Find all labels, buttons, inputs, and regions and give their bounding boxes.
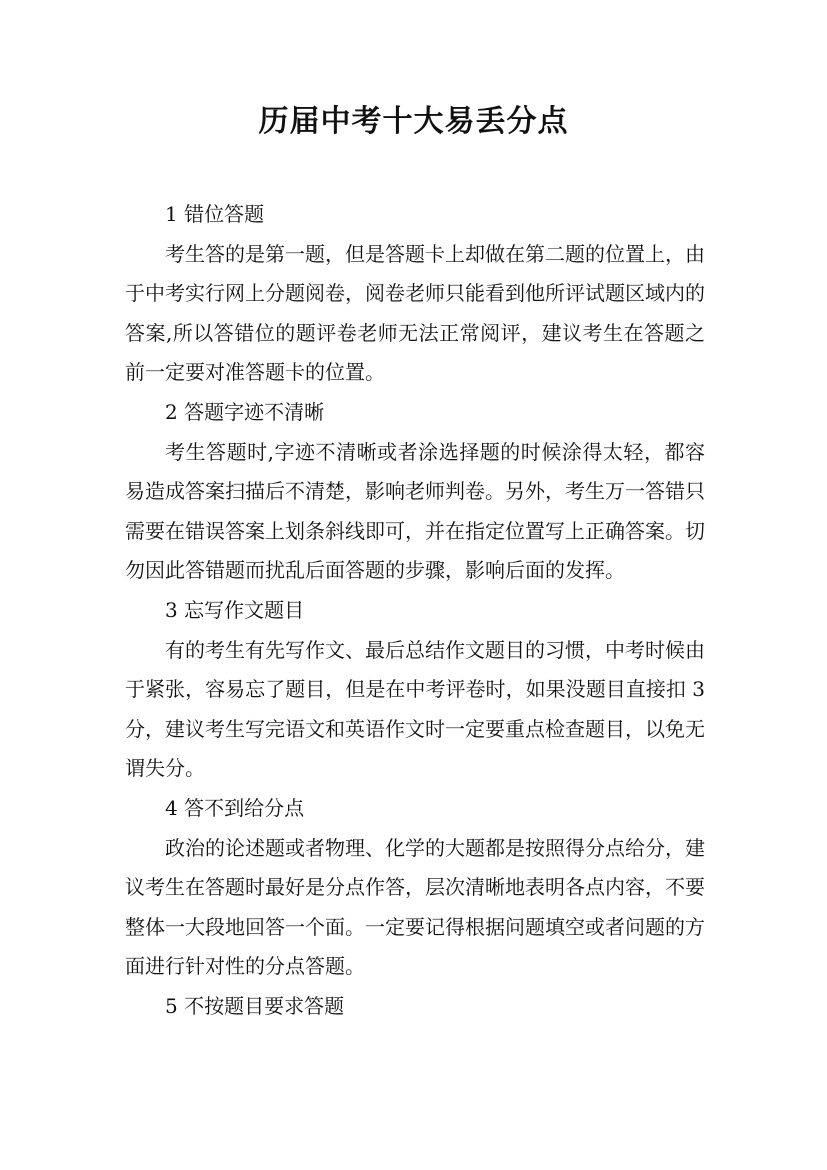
document-body	[125, 195, 705, 1026]
section-paragraph-3: 有的考生有先写作文、最后总结作文题目的习惯，中考时候由于紧张，容易忘了题目，但是在中考评卷时，如果没题目直接扣 3 分，建议考生写完语文和英语作文时一定要重点检查题目，以免无谓失分。	[125, 637, 705, 781]
section-paragraph-2: 考生答题时,字迹不清晰或者涂选择题的时候涂得太轻，都容易造成答案扫描后不清楚，影响老师判卷。另外，考生万一答错只需要在错误答案上划条斜线即可，并在指定位置写上正确答案。切勿因此答错题而扰乱后面答题的步骤，影响后面的发挥。	[125, 439, 705, 583]
section-heading-5: 5 不按题目要求答题	[165, 993, 345, 1018]
section-heading-2: 2 答题字迹不清晰	[165, 399, 325, 424]
section-paragraph-4: 政治的论述题或者物理、化学的大题都是按照得分点给分，建议考生在答题时最好是分点作答，层次清晰地表明各点内容，不要整体一大段地回答一个面。一定要记得根据问题填空或者问题的方面进行针对性的分点答题。	[125, 835, 705, 979]
section-heading-4: 4 答不到给分点	[165, 795, 305, 820]
section-heading-1: 1 错位答题	[165, 202, 265, 226]
section-heading-3: 3 忘写作文题目	[165, 597, 305, 622]
section-paragraph-1: 考生答的是第一题，但是答题卡上却做在第二题的位置上，由于中考实行网上分题阅卷，阅卷老师只能看到他所评试题区域内的答案,所以答错位的题评卷老师无法正常阅评，建议考生在答题之前一定要对准答题卡的位置。	[125, 241, 705, 385]
document-title: 历届中考十大易丢分点	[258, 104, 569, 139]
